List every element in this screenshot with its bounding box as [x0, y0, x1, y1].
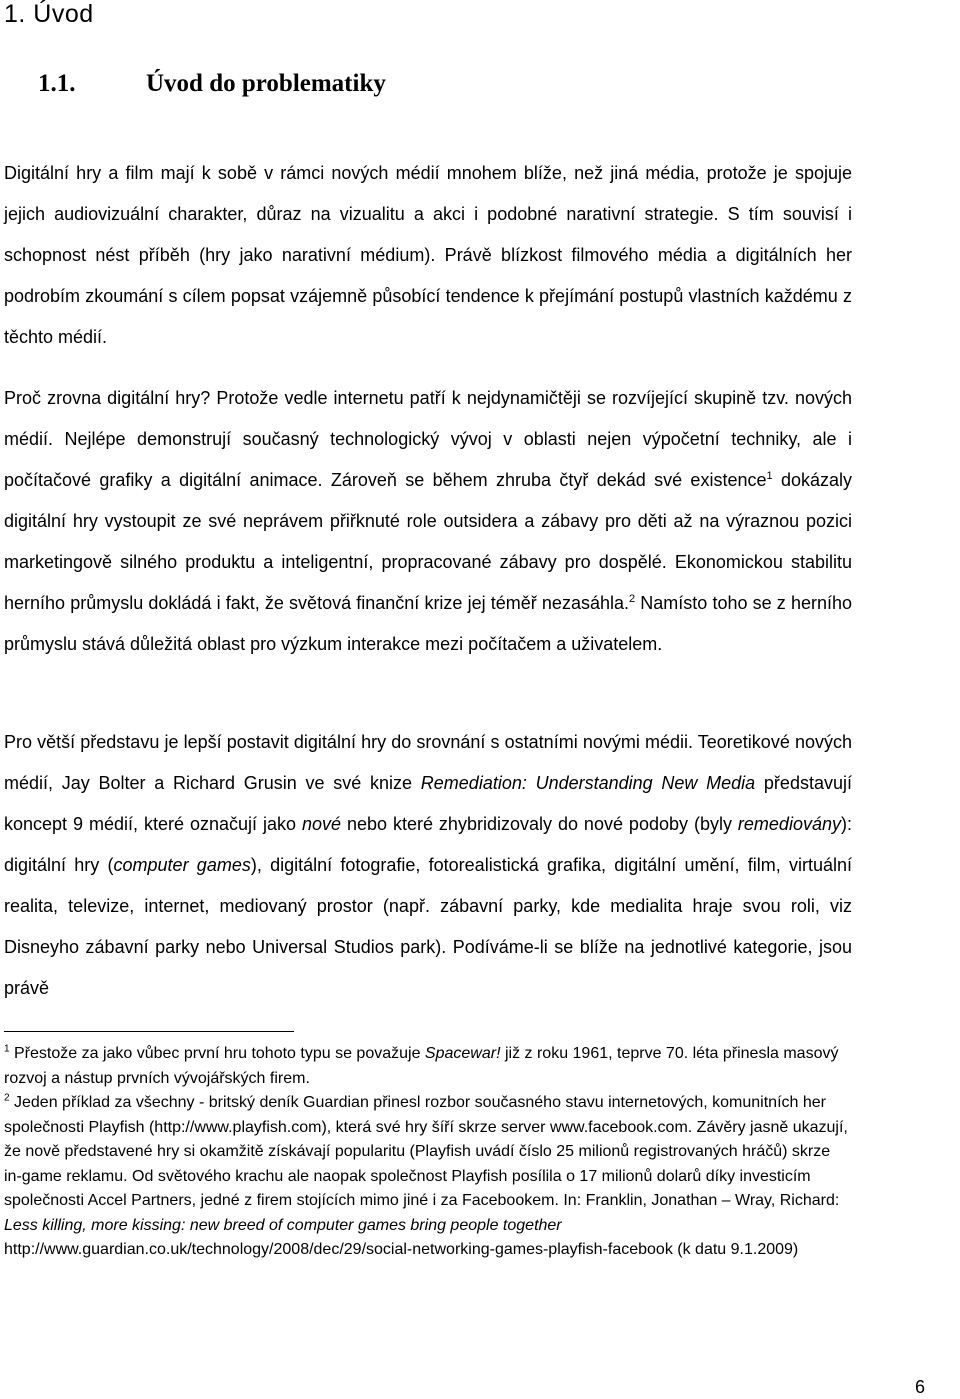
paragraph-3-text-a: Pro větší představu je lepší postavit digitální hry do srovnání s ostatními novými médii. Teoretikové nových médií, Jay Bolter a Richard Grusin ve své knize — [4, 732, 852, 793]
footnote-1-italic: Spacewar! — [424, 1045, 501, 1062]
footnote-1-text-a: Přestože za jako vůbec první hru tohoto typu se považuje — [9, 1045, 425, 1062]
footnote-1-text-b: již z roku 1961, teprve 70. léta přinesla masový rozvoj a nástup prvních vývojářských firem. — [4, 1045, 839, 1087]
paragraph-3-text-e: ), digitální fotografie, fotorealistická grafika, digitální umění, film, virtuální realita, televize, internet, mediovaný prostor (např. zábavní parky, kde medialita hraje svou roli, viz Disneyho zábavní parky nebo Universal Studios park). Podíváme-li se blíže na jednotlivé kategorie, jsou právě — [4, 855, 853, 998]
footnotes — [4, 1042, 852, 1263]
section-number: 1.1. — [38, 70, 76, 97]
paragraph-1-text-b: Právě blízkost filmového média a digitálních her podrobím zkoumání s cílem popsat vzájemně působící tendence k přejímání postupů vlastních každému z těchto médií. — [4, 245, 852, 347]
footnote-2 — [4, 1091, 852, 1263]
footnote-ref-1[interactable]: 1 — [766, 470, 773, 482]
paragraph-3 — [4, 722, 852, 1009]
paragraph-2-text-e: Namísto toho se z herního průmyslu stává důležitá oblast pro výzkum interakce mezi počítačem a uživatelem. — [4, 593, 852, 654]
paragraph-3-text-d: ): digitální hry ( — [4, 814, 852, 875]
footnote-2-text-b: http://www.guardian.co.uk/technology/2008/dec/29/social-networking-games-playfish-facebook (k datu 9.1.2009) — [4, 1241, 799, 1258]
paragraph-1-text-a: Digitální hry a film mají k sobě v rámci nových médií mnohem blíže, než jiná média, protože je spojuje jejich audiovizuální charakter, důraz na vizualitu a akci i podobné narativní strategie. S tím souvisí i schopnost nést příběh (hry jako narativní médium). — [4, 163, 852, 265]
section-heading — [38, 70, 386, 98]
paragraph-1 — [4, 153, 852, 358]
footnote-2-text-a: Jeden příklad za všechny - britský deník Guardian přinesl rozbor současného stavu internetových, komunitních her společnosti Playfish (http://www.playfish.com), která své hry šíří skrze server www.facebook.com. Závěry jasně ukazují, že nově představené hry si okamžitě získávají popularitu (Playfish uvádí číslo 25 milionů registrovaných hráčů) skrze in-game reklamu. Od světového krachu ale naopak společnost Playfish posílila o 17 milionů dolarů díky investicím společnosti Accel Partners, jedné z firem stojících mimo jiné i za Facebookem. In: Franklin, Jonathan – Wray, Richard: — [4, 1094, 848, 1209]
paragraph-2-text-b: nových médií. — [4, 388, 852, 449]
chapter-heading: 1. Úvod — [4, 0, 94, 28]
footnote-1 — [4, 1042, 852, 1091]
footnote-2-number: 2 — [4, 1092, 10, 1104]
emphasis-computer-games: computer games — [113, 855, 251, 875]
emphasis-remediovany: remediovány — [737, 814, 841, 834]
footnote-2-italic: Less killing, more kissing: new breed of computer games bring people together — [4, 1216, 562, 1234]
paragraph-2-text-a: Proč zrovna digitální hry? Protože vedle internetu patří k nejdynamičtěji se rozvíjející skupině tzv. — [4, 388, 789, 408]
paragraph-2-text-d: dokázaly digitální hry vystoupit ze své neprávem přiřknuté role outsidera a zábavy pro děti až na výraznou pozici marketingově silného produktu a inteligentní, propracované zábavy pro dospělé. Ekonomickou stabilitu herního průmyslu dokládá i fakt, že světová finanční krize jej téměř nezasáhla. — [4, 470, 852, 613]
footnote-separator — [4, 1031, 294, 1032]
page-number: 6 — [915, 1377, 926, 1397]
book-title: Remediation: Understanding New Media — [420, 773, 756, 793]
footnote-ref-2[interactable]: 2 — [629, 593, 636, 605]
section-title: Úvod do problematiky — [146, 70, 386, 97]
footnote-1-number: 1 — [4, 1043, 10, 1055]
paragraph-3-text-c: nebo které zhybridizovaly do nové podoby (byly — [340, 814, 738, 834]
paragraph-2-text-c: Nejlépe demonstrují současný technologický vývoj v oblasti nejen výpočetní techniky, ale i počítačové grafiky a digitální animace. Zároveň se během zhruba čtyř dekád své existence — [4, 429, 852, 490]
paragraph-3-text-b: představují koncept 9 médií, které označují jako — [4, 773, 852, 834]
emphasis-nove: nové — [301, 814, 341, 834]
paragraph-2 — [4, 378, 852, 665]
